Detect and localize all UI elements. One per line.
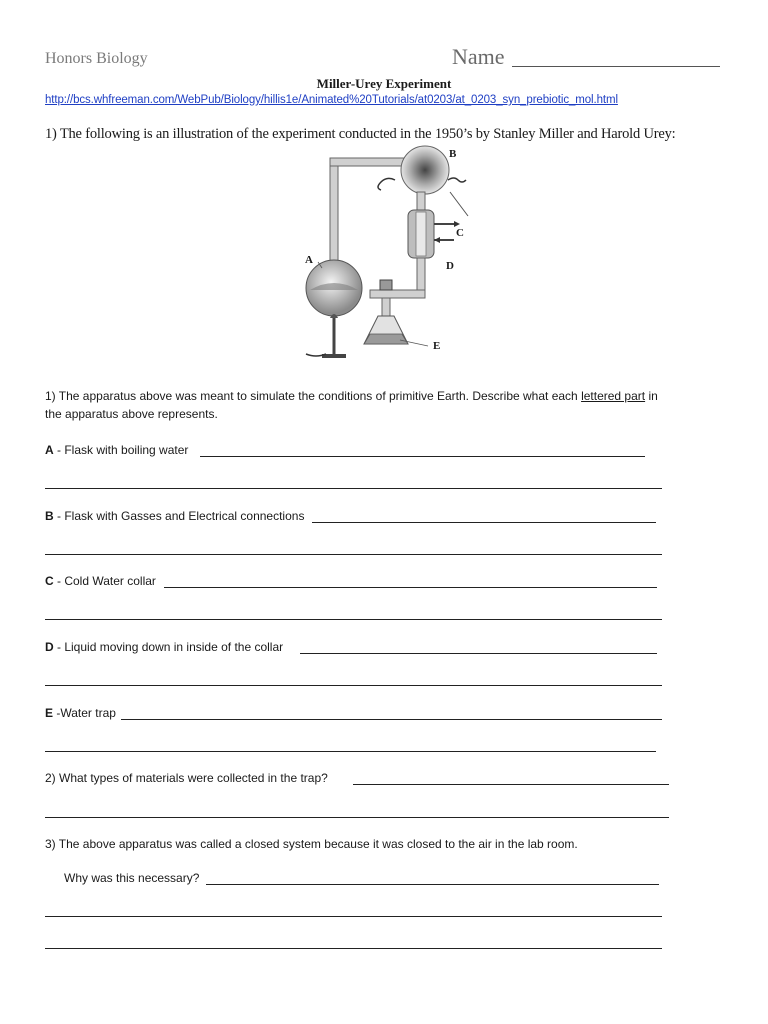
answer-a-blank[interactable] xyxy=(200,456,645,457)
answer-d-text: - Liquid moving down in inside of the collar xyxy=(53,640,284,654)
answer-a-text: - Flask with boiling water xyxy=(53,443,189,457)
answer-a-letter: A xyxy=(45,443,54,457)
answer-e-blank-2[interactable] xyxy=(45,751,656,752)
answer-b-label xyxy=(45,509,304,523)
question-3-blank[interactable] xyxy=(206,884,659,885)
answer-b-blank-2[interactable] xyxy=(45,554,662,555)
question-3-prompt: Why was this necessary? xyxy=(64,871,200,885)
question-3-blank-3[interactable] xyxy=(45,948,662,949)
question-1-underlined: lettered part xyxy=(581,389,646,403)
answer-a-label xyxy=(45,443,188,457)
answer-c-label xyxy=(45,574,156,588)
figure-label-d: D xyxy=(446,260,454,272)
answer-a-blank-2[interactable] xyxy=(45,488,662,489)
question-3-blank-2[interactable] xyxy=(45,916,662,917)
question-2-blank-2[interactable] xyxy=(45,817,669,818)
apparatus-drawing xyxy=(300,140,470,372)
answer-e-label xyxy=(45,706,116,720)
answer-d-label xyxy=(45,640,283,654)
question-1-text-b: in xyxy=(645,389,658,403)
answer-d-letter: D xyxy=(45,640,54,654)
figure-label-b: B xyxy=(449,148,457,160)
answer-c-blank-2[interactable] xyxy=(45,619,662,620)
name-blank-line[interactable] xyxy=(512,66,720,67)
worksheet-title: Miller-Urey Experiment xyxy=(316,76,452,91)
answer-e-text: -Water trap xyxy=(53,706,116,720)
answer-d-blank-2[interactable] xyxy=(45,685,662,686)
intro-question: 1) The following is an illustration of the experiment conducted in the 1950’s by Stanley Miller and Harold Urey: xyxy=(45,126,676,142)
question-2: 2) What types of materials were collected in the trap? xyxy=(45,771,328,785)
answer-b-text: - Flask with Gasses and Electrical connections xyxy=(53,509,305,523)
question-3: 3) The above apparatus was called a closed system because it was closed to the air in the lab room. xyxy=(45,837,578,851)
course-title: Honors Biology xyxy=(45,50,148,67)
answer-e-blank[interactable] xyxy=(121,719,662,720)
answer-b-blank[interactable] xyxy=(312,522,656,523)
figure-label-c: C xyxy=(456,227,464,239)
answer-c-blank[interactable] xyxy=(164,587,657,588)
name-label: Name xyxy=(452,44,505,69)
figure-label-a: A xyxy=(305,254,313,266)
tutorial-link[interactable]: http://bcs.whfreeman.com/WebPub/Biology/hillis1e/Animated%20Tutorials/at0203/at_0203_syn_prebiotic_mol.html xyxy=(45,94,618,106)
question-2-blank[interactable] xyxy=(353,784,669,785)
answer-b-letter: B xyxy=(45,509,54,523)
question-1-line-2: the apparatus above represents. xyxy=(45,407,218,421)
figure-label-e: E xyxy=(433,340,441,352)
answer-c-text: - Cold Water collar xyxy=(53,574,156,588)
question-1 xyxy=(45,389,658,403)
apparatus-illustration xyxy=(300,140,470,372)
answer-d-blank[interactable] xyxy=(300,653,657,654)
answer-e-letter: E xyxy=(45,706,54,720)
question-1-text-a: 1) The apparatus above was meant to simulate the conditions of primitive Earth. Describe what each xyxy=(45,389,582,403)
answer-c-letter: C xyxy=(45,574,54,588)
